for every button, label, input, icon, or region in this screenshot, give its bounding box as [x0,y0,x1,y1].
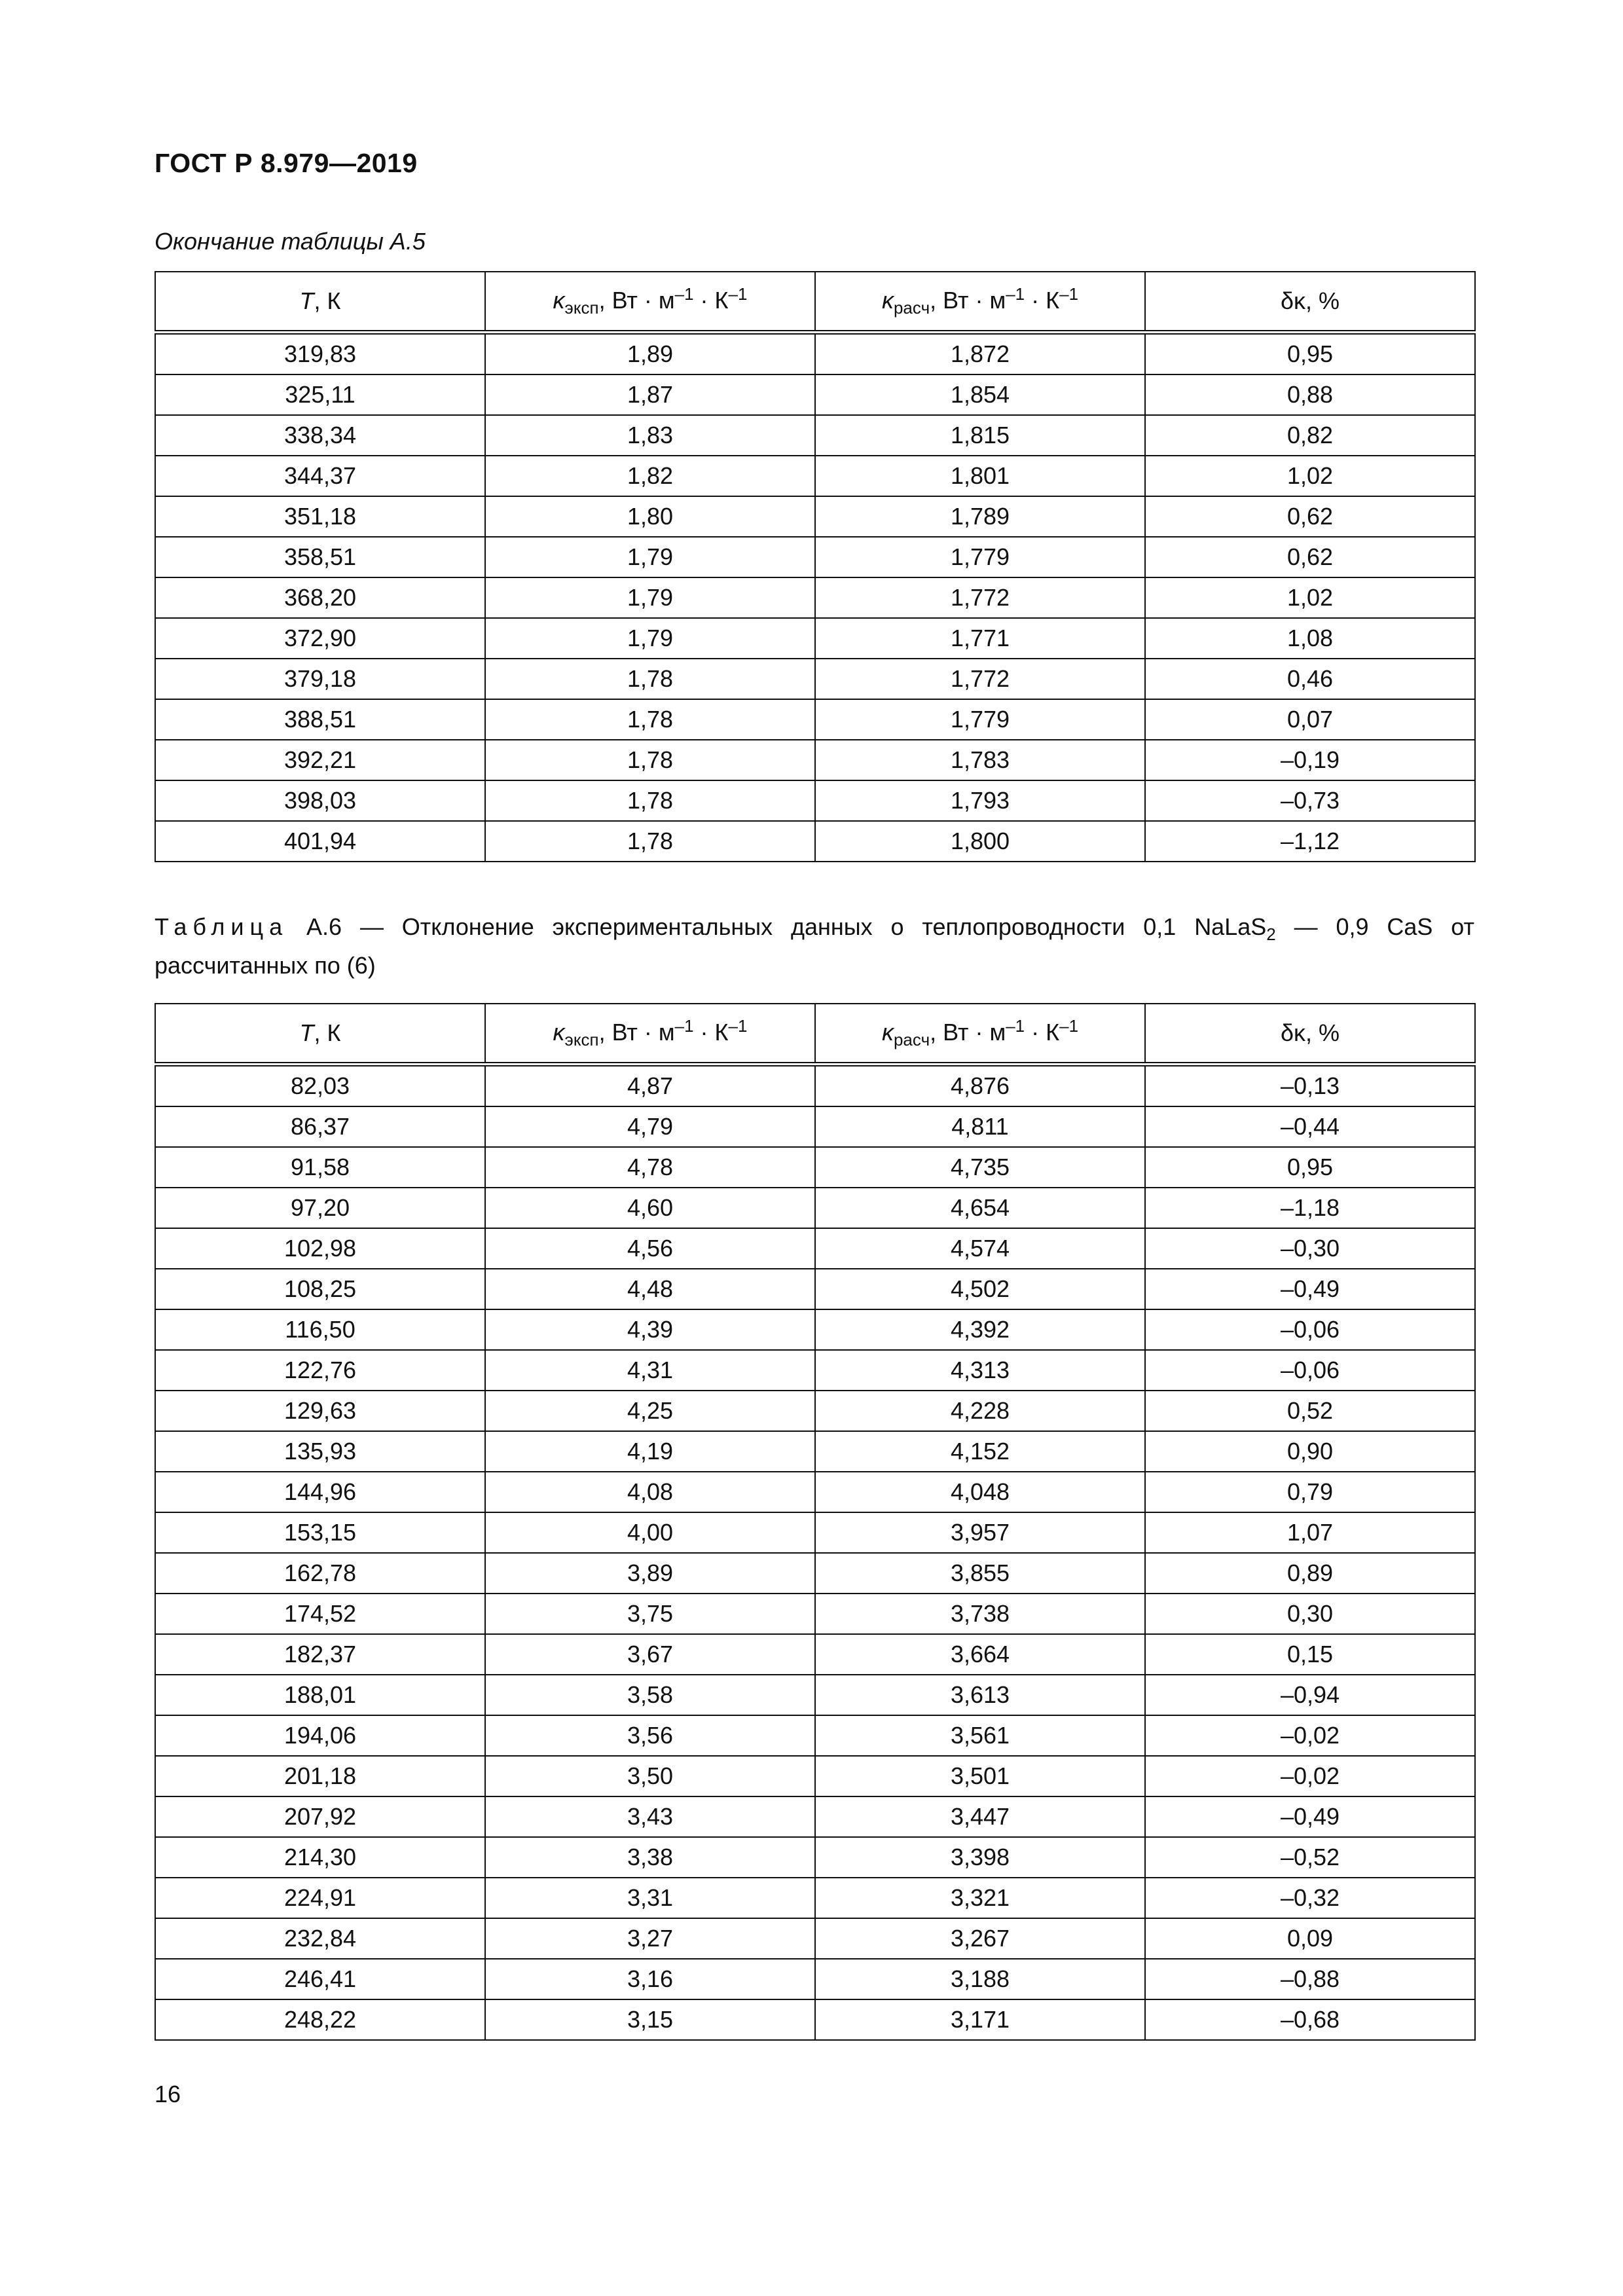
table-row [155,1065,1475,1107]
table-cell: 1,79 [485,577,815,618]
table-cell: 108,25 [155,1269,485,1309]
table-cell: 1,78 [485,821,815,862]
table-cell: 1,771 [815,618,1145,659]
table-row [155,374,1475,415]
table-cell: 4,392 [815,1309,1145,1350]
table-cell: 1,78 [485,740,815,780]
table-cell: 162,78 [155,1553,485,1594]
table-cell: 1,815 [815,415,1145,456]
column-header-kappa-calc: $\kappa_{расч}$, Вт · $м^{-1} \cdot К^{-1}$ [815,1004,1145,1065]
table-row [155,1796,1475,1837]
table-row [155,1269,1475,1309]
table-row [155,1431,1475,1472]
table-cell: 0,07 [1145,699,1475,740]
table-row [155,415,1475,456]
table-a5 [155,271,1476,862]
table-row [155,1878,1475,1918]
table-cell: 1,772 [815,659,1145,699]
table-label: Таблица [155,913,289,940]
table-cell: 0,82 [1145,415,1475,456]
table-cell: –0,32 [1145,1878,1475,1918]
table-row [155,659,1475,699]
table-row [155,1918,1475,1959]
table-cell: 3,43 [485,1796,815,1837]
table-cell: 207,92 [155,1796,485,1837]
table-row [155,1959,1475,1999]
column-header-kappa-calc: $\kappa_{расч}$, Вт · $м^{-1} \cdot К^{-1}$ [815,272,1145,333]
table-cell: –0,02 [1145,1756,1475,1796]
table-cell: 214,30 [155,1837,485,1878]
table-cell: 4,876 [815,1065,1145,1107]
table-cell: –0,52 [1145,1837,1475,1878]
table-row [155,1512,1475,1553]
table-cell: 3,738 [815,1594,1145,1634]
table-cell: 4,78 [485,1147,815,1188]
table-cell: –0,88 [1145,1959,1475,1999]
table-cell: 4,574 [815,1228,1145,1269]
column-header-temperature: T, К [155,1004,485,1065]
table-cell: 3,267 [815,1918,1145,1959]
table-cell: 3,38 [485,1837,815,1878]
table-cell: 1,854 [815,374,1145,415]
table-cell: 1,800 [815,821,1145,862]
column-header-kappa-exp: $\kappa_{эксп}$, Вт · $м^{-1} \cdot К^{-1}$ [485,1004,815,1065]
table-cell: 3,15 [485,1999,815,2040]
table-cell: 1,02 [1145,577,1475,618]
table-cell: 0,46 [1145,659,1475,699]
table-cell: 392,21 [155,740,485,780]
table-cell: 344,37 [155,456,485,496]
table-cell: 135,93 [155,1431,485,1472]
column-header-deviation: δκ, % [1145,1004,1475,1065]
table-cell: 1,87 [485,374,815,415]
table-cell: 129,63 [155,1391,485,1431]
table-row [155,1594,1475,1634]
table-row [155,1634,1475,1675]
table-cell: 3,613 [815,1675,1145,1715]
table-cell: 4,811 [815,1106,1145,1147]
table-cell: 1,82 [485,456,815,496]
table-cell: –0,94 [1145,1675,1475,1715]
table-cell: –0,49 [1145,1269,1475,1309]
table-cell: 4,502 [815,1269,1145,1309]
table-cell: –1,12 [1145,821,1475,862]
table-cell: 0,62 [1145,537,1475,577]
table-cell: 82,03 [155,1065,485,1107]
table-cell: 3,398 [815,1837,1145,1878]
table-cell: 1,779 [815,699,1145,740]
table-cell: 3,561 [815,1715,1145,1756]
table-row [155,1675,1475,1715]
table-cell: 1,78 [485,780,815,821]
table-cell: 4,654 [815,1188,1145,1228]
table-cell: 194,06 [155,1715,485,1756]
page-number: 16 [155,2081,181,2107]
table-cell: –0,49 [1145,1796,1475,1837]
table-cell: –1,18 [1145,1188,1475,1228]
table-cell: 232,84 [155,1918,485,1959]
table-cell: 3,27 [485,1918,815,1959]
table-cell: 401,94 [155,821,485,862]
table-cell: 4,56 [485,1228,815,1269]
table-cell: 1,79 [485,618,815,659]
table-cell: 358,51 [155,537,485,577]
table-cell: 4,60 [485,1188,815,1228]
table-cell: 102,98 [155,1228,485,1269]
table-cell: –0,13 [1145,1065,1475,1107]
table-cell: 0,90 [1145,1431,1475,1472]
table-row [155,699,1475,740]
table-cell: –0,02 [1145,1715,1475,1756]
table-cell: 1,89 [485,333,815,375]
table-cell: 116,50 [155,1309,485,1350]
table-cell: 388,51 [155,699,485,740]
table-cell: 1,80 [485,496,815,537]
table-cell: 4,152 [815,1431,1145,1472]
table-row [155,1309,1475,1350]
table-cell: 338,34 [155,415,485,456]
table-cell: 1,08 [1145,618,1475,659]
table-cell: 1,78 [485,659,815,699]
table-cell: 4,735 [815,1147,1145,1188]
table-cell: 86,37 [155,1106,485,1147]
table-row [155,821,1475,862]
table-cell: 1,02 [1145,456,1475,496]
table-cell: 4,31 [485,1350,815,1391]
table-cell: 3,16 [485,1959,815,1999]
table-row [155,1472,1475,1512]
column-header-kappa-exp: $\kappa_{эксп}$, Вт · $м^{-1} \cdot К^{-1}$ [485,272,815,333]
table-cell: 122,76 [155,1350,485,1391]
table-row [155,780,1475,821]
table-cell: –0,06 [1145,1350,1475,1391]
table-row [155,537,1475,577]
table-cell: 182,37 [155,1634,485,1675]
table-cell: 0,88 [1145,374,1475,415]
table-cell: 188,01 [155,1675,485,1715]
table-cell: 3,75 [485,1594,815,1634]
table-cell: –0,44 [1145,1106,1475,1147]
table-row [155,618,1475,659]
table-cell: 0,95 [1145,1147,1475,1188]
table-cell: 1,07 [1145,1512,1475,1553]
table-row [155,1999,1475,2040]
table-cell: 4,048 [815,1472,1145,1512]
table-cell: 1,78 [485,699,815,740]
table-cell: 4,79 [485,1106,815,1147]
table-a6-header [155,1004,1475,1065]
table-row [155,333,1475,375]
table-cell: 1,779 [815,537,1145,577]
table-cell: 351,18 [155,496,485,537]
table-cell: 319,83 [155,333,485,375]
table-cell: –0,06 [1145,1309,1475,1350]
table-cell: 201,18 [155,1756,485,1796]
table-cell: 0,15 [1145,1634,1475,1675]
table-cell: 3,664 [815,1634,1145,1675]
table-cell: 3,56 [485,1715,815,1756]
table-a5-header [155,272,1475,333]
table-cell: 1,83 [485,415,815,456]
table-row [155,1188,1475,1228]
table-cell: 372,90 [155,618,485,659]
table-cell: 248,22 [155,1999,485,2040]
table-cell: 4,48 [485,1269,815,1309]
table-row [155,740,1475,780]
table-cell: 3,89 [485,1553,815,1594]
table-cell: 246,41 [155,1959,485,1999]
table-cell: 0,30 [1145,1594,1475,1634]
table-cell: 3,321 [815,1878,1145,1918]
table-row [155,1553,1475,1594]
table-cell: 3,67 [485,1634,815,1675]
table-row [155,1391,1475,1431]
table-cell: 0,89 [1145,1553,1475,1594]
column-header-deviation: δκ, % [1145,272,1475,333]
table-cell: 4,19 [485,1431,815,1472]
table-row [155,1106,1475,1147]
table-cell: 224,91 [155,1878,485,1918]
table-cell: 1,783 [815,740,1145,780]
table-cell: 1,872 [815,333,1145,375]
table-cell: 325,11 [155,374,485,415]
table-cell: –0,68 [1145,1999,1475,2040]
table-cell: 4,228 [815,1391,1145,1431]
table-cell: 1,793 [815,780,1145,821]
table-cell: 368,20 [155,577,485,618]
table-row [155,456,1475,496]
table-a6-body [155,1065,1475,2041]
column-header-temperature: T, К [155,272,485,333]
table-cell: 3,447 [815,1796,1145,1837]
table-cell: 3,58 [485,1675,815,1715]
table-a5-caption: Окончание таблицы А.5 [155,228,426,255]
table-cell: 3,31 [485,1878,815,1918]
table-cell: 4,313 [815,1350,1145,1391]
table-row [155,1228,1475,1269]
table-cell: –0,30 [1145,1228,1475,1269]
table-row [155,1756,1475,1796]
table-cell: 144,96 [155,1472,485,1512]
table-row [155,496,1475,537]
table-cell: 0,79 [1145,1472,1475,1512]
table-cell: 0,09 [1145,1918,1475,1959]
table-cell: 4,87 [485,1065,815,1107]
table-cell: 91,58 [155,1147,485,1188]
table-cell: 3,188 [815,1959,1145,1999]
table-cell: 3,855 [815,1553,1145,1594]
table-cell: 0,62 [1145,496,1475,537]
table-cell: 3,957 [815,1512,1145,1553]
table-row [155,1837,1475,1878]
table-row [155,1715,1475,1756]
table-cell: 4,39 [485,1309,815,1350]
table-cell: 3,501 [815,1756,1145,1796]
document-code: ГОСТ Р 8.979—2019 [155,148,418,178]
table-a6-caption: Таблица А.6 — Отклонение экспериментальных данных о теплопроводности 0,1 NaLaS$_2$ — 0,9 CaS от рассчитанных по (6) [155,913,1474,979]
table-cell: 3,50 [485,1756,815,1796]
table-cell: 398,03 [155,780,485,821]
table-cell: 379,18 [155,659,485,699]
table-cell: 3,171 [815,1999,1145,2040]
table-cell: 0,95 [1145,333,1475,375]
table-cell: –0,73 [1145,780,1475,821]
table-cell: –0,19 [1145,740,1475,780]
table-cell: 4,00 [485,1512,815,1553]
table-row [155,1147,1475,1188]
table-cell: 1,79 [485,537,815,577]
table-cell: 1,789 [815,496,1145,537]
table-cell: 4,08 [485,1472,815,1512]
table-a6 [155,1003,1476,2041]
table-cell: 153,15 [155,1512,485,1553]
table-cell: 1,772 [815,577,1145,618]
table-a5-body [155,333,1475,862]
table-cell: 1,801 [815,456,1145,496]
table-cell: 97,20 [155,1188,485,1228]
table-cell: 174,52 [155,1594,485,1634]
table-row [155,1350,1475,1391]
table-cell: 0,52 [1145,1391,1475,1431]
table-cell: 4,25 [485,1391,815,1431]
table-row [155,577,1475,618]
